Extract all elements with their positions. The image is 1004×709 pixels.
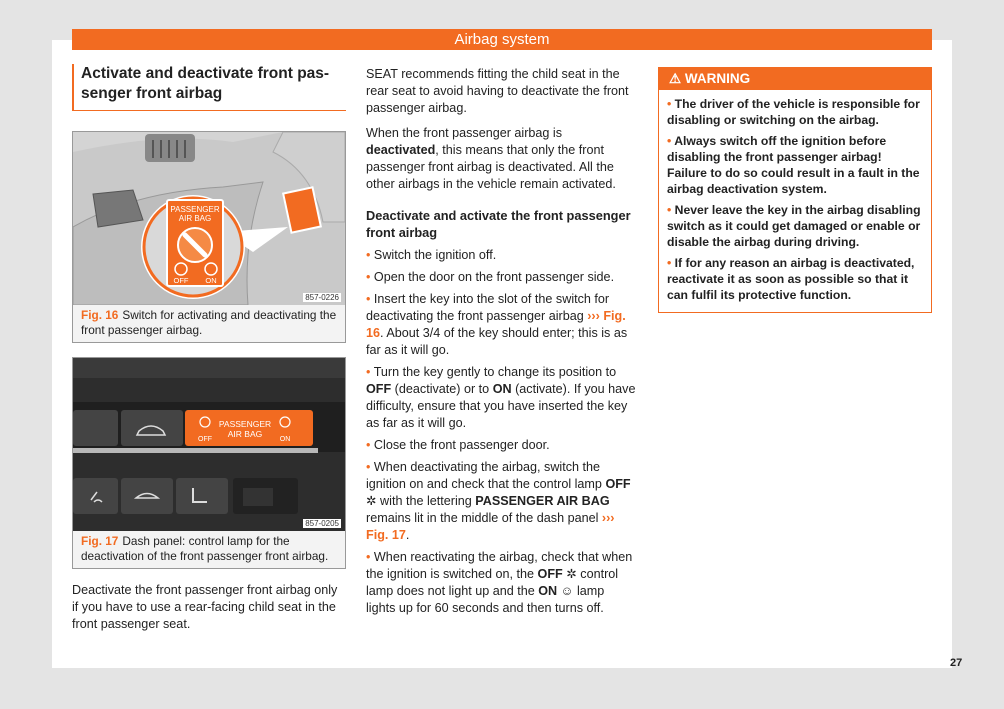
warning-item: [667, 255, 923, 303]
bullet-icon: •: [667, 134, 675, 148]
recommendation-paragraph: SEAT recommends fitting the child seat in the rear seat to avoid having to deactivate the front passenger airbag.: [366, 67, 629, 115]
switch-label-bottom: AIR BAG: [178, 214, 212, 223]
chapter-header: [72, 29, 932, 50]
step-text: . About 3/4 of the key should enter; this is as far as it will go.: [366, 326, 628, 357]
lamp-label-top: PASSENGER: [218, 419, 272, 429]
figure-17-image: [73, 358, 345, 531]
step-text: remains lit in the middle of the dash panel: [366, 511, 602, 525]
step-text: (activate). If you have difficulty, ensure that you have inserted the key as far as it will go.: [366, 382, 636, 430]
on-symbol: ON: [492, 382, 512, 396]
section-title-line1: Activate and deactivate front pas-: [81, 65, 330, 82]
step-item: [366, 269, 636, 286]
deactivated-paragraph: [366, 125, 636, 193]
warning-text: If for any reason an airbag is deactivated, reactivate it as soon as possible so that it can fulfil its protective function.: [667, 256, 915, 302]
step-text: lamp lights up for 60 seconds and then turns off.: [366, 584, 605, 615]
bold-term: deactivated: [366, 143, 436, 157]
step-text: Insert the key into the slot of the switch for deactivating the front passenger airbag: [366, 292, 610, 323]
warning-header: [659, 68, 931, 90]
section-title: [72, 64, 346, 111]
step-text: Turn the key gently to change its position to: [373, 365, 617, 379]
left-column: [72, 64, 346, 633]
warning-text: Never leave the key in the airbag disabling switch as it could get damaged or enable or disable the airbag during driving.: [667, 203, 921, 249]
bullet-icon: •: [667, 256, 675, 270]
lamp-lettering: PASSENGER AIR BAG: [475, 494, 610, 508]
on-symbol: ON: [538, 584, 558, 598]
step-item: [366, 437, 636, 454]
bullet-icon: •: [366, 270, 374, 284]
figure-17-label: Fig. 17: [81, 534, 119, 548]
warning-item: [667, 202, 923, 250]
bullet-icon: •: [366, 248, 374, 262]
text-run: When the front passenger airbag is: [366, 126, 563, 140]
airbag-on-icon: ☺: [557, 584, 574, 598]
warning-item: [667, 96, 923, 128]
warning-item: [667, 133, 923, 197]
middle-column: [366, 66, 636, 622]
switch-off-label: OFF: [173, 276, 189, 285]
step-text: (deactivate) or to: [391, 382, 493, 396]
step-text: Close the front passenger door.: [373, 438, 550, 452]
figure-16-image: [73, 132, 345, 305]
section-title-line2: senger front airbag: [81, 85, 223, 102]
warning-body: [659, 90, 931, 312]
step-item: [366, 459, 636, 544]
warning-text: Always switch off the ignition before disabling the front passenger airbag! Failure to do so could result in a fault in the airbag deactivation system.: [667, 134, 920, 196]
figure-16-code: 857-0226: [305, 293, 339, 302]
step-item: [366, 291, 636, 359]
page-number: 27: [950, 657, 963, 669]
step-text: control lamp does not light up and the: [366, 567, 619, 598]
step-text: When reactivating the airbag, check that when the ignition is switched on, the: [366, 550, 633, 581]
off-symbol: OFF: [366, 382, 392, 396]
procedure-heading: Deactivate and activate the front passenger front airbag: [366, 208, 631, 240]
airbag-off-icon: ✲: [366, 494, 377, 508]
bullet-icon: •: [366, 438, 374, 452]
intro-paragraph: Deactivate the front passenger front airbag only if you have to use a rear-facing child seat in the front passenger seat.: [72, 583, 338, 631]
figure-16-label: Fig. 16: [81, 308, 119, 322]
step-item: [366, 549, 636, 617]
figure-17-code: 857-0205: [305, 519, 339, 528]
bullet-icon: •: [667, 97, 675, 111]
bullet-icon: •: [366, 460, 374, 474]
lamp-on-label: ON: [279, 436, 291, 443]
dash-panel-illustration: [73, 358, 345, 531]
right-column: [658, 67, 932, 313]
lamp-label-bottom: AIR BAG: [227, 429, 263, 439]
figure-17-caption: [73, 531, 345, 568]
bullet-icon: •: [366, 292, 374, 306]
switch-on-label: ON: [205, 276, 217, 285]
figure-16-link[interactable]: ››› Fig. 16: [366, 309, 626, 340]
warning-title: WARNING: [684, 71, 751, 86]
figure-16-caption: [73, 305, 345, 342]
warning-box: [658, 67, 932, 313]
figure-17: [72, 357, 346, 569]
step-text: with the lettering: [376, 494, 476, 508]
off-symbol: OFF: [605, 477, 631, 491]
airbag-off-icon: ✲: [562, 567, 577, 581]
warning-triangle-icon: ⚠: [669, 71, 685, 86]
figure-17-link[interactable]: ››› Fig. 17: [366, 511, 615, 542]
text-run: , this means that only the front passenger front airbag is deactivated. All the other airbags in the vehicle remain activated.: [366, 143, 616, 191]
warning-text: The driver of the vehicle is responsible for disabling or switching on the airbag.: [667, 97, 920, 127]
step-item: [366, 364, 636, 432]
figure-16: [72, 131, 346, 343]
step-text: Open the door on the front passenger side.: [373, 270, 615, 284]
step-text: When deactivating the airbag, switch the ignition on and check that the control lamp: [366, 460, 606, 491]
bullet-icon: •: [667, 203, 675, 217]
bullet-icon: •: [366, 365, 374, 379]
figure-16-caption-text: Switch for activating and deactivating the front passenger airbag.: [81, 308, 337, 337]
step-item: [366, 247, 636, 264]
lamp-off-label: OFF: [198, 436, 212, 443]
bullet-icon: •: [366, 550, 374, 564]
figure-17-caption-text: Dash panel: control lamp for the deactivation of the front passenger front airbag.: [81, 534, 329, 563]
switch-label-top: PASSENGER: [170, 205, 220, 214]
airbag-switch-illustration: [73, 132, 345, 305]
step-text: Switch the ignition off.: [373, 248, 497, 262]
step-text: .: [405, 528, 410, 542]
chapter-title: Airbag system: [454, 31, 550, 48]
off-symbol: OFF: [537, 567, 563, 581]
